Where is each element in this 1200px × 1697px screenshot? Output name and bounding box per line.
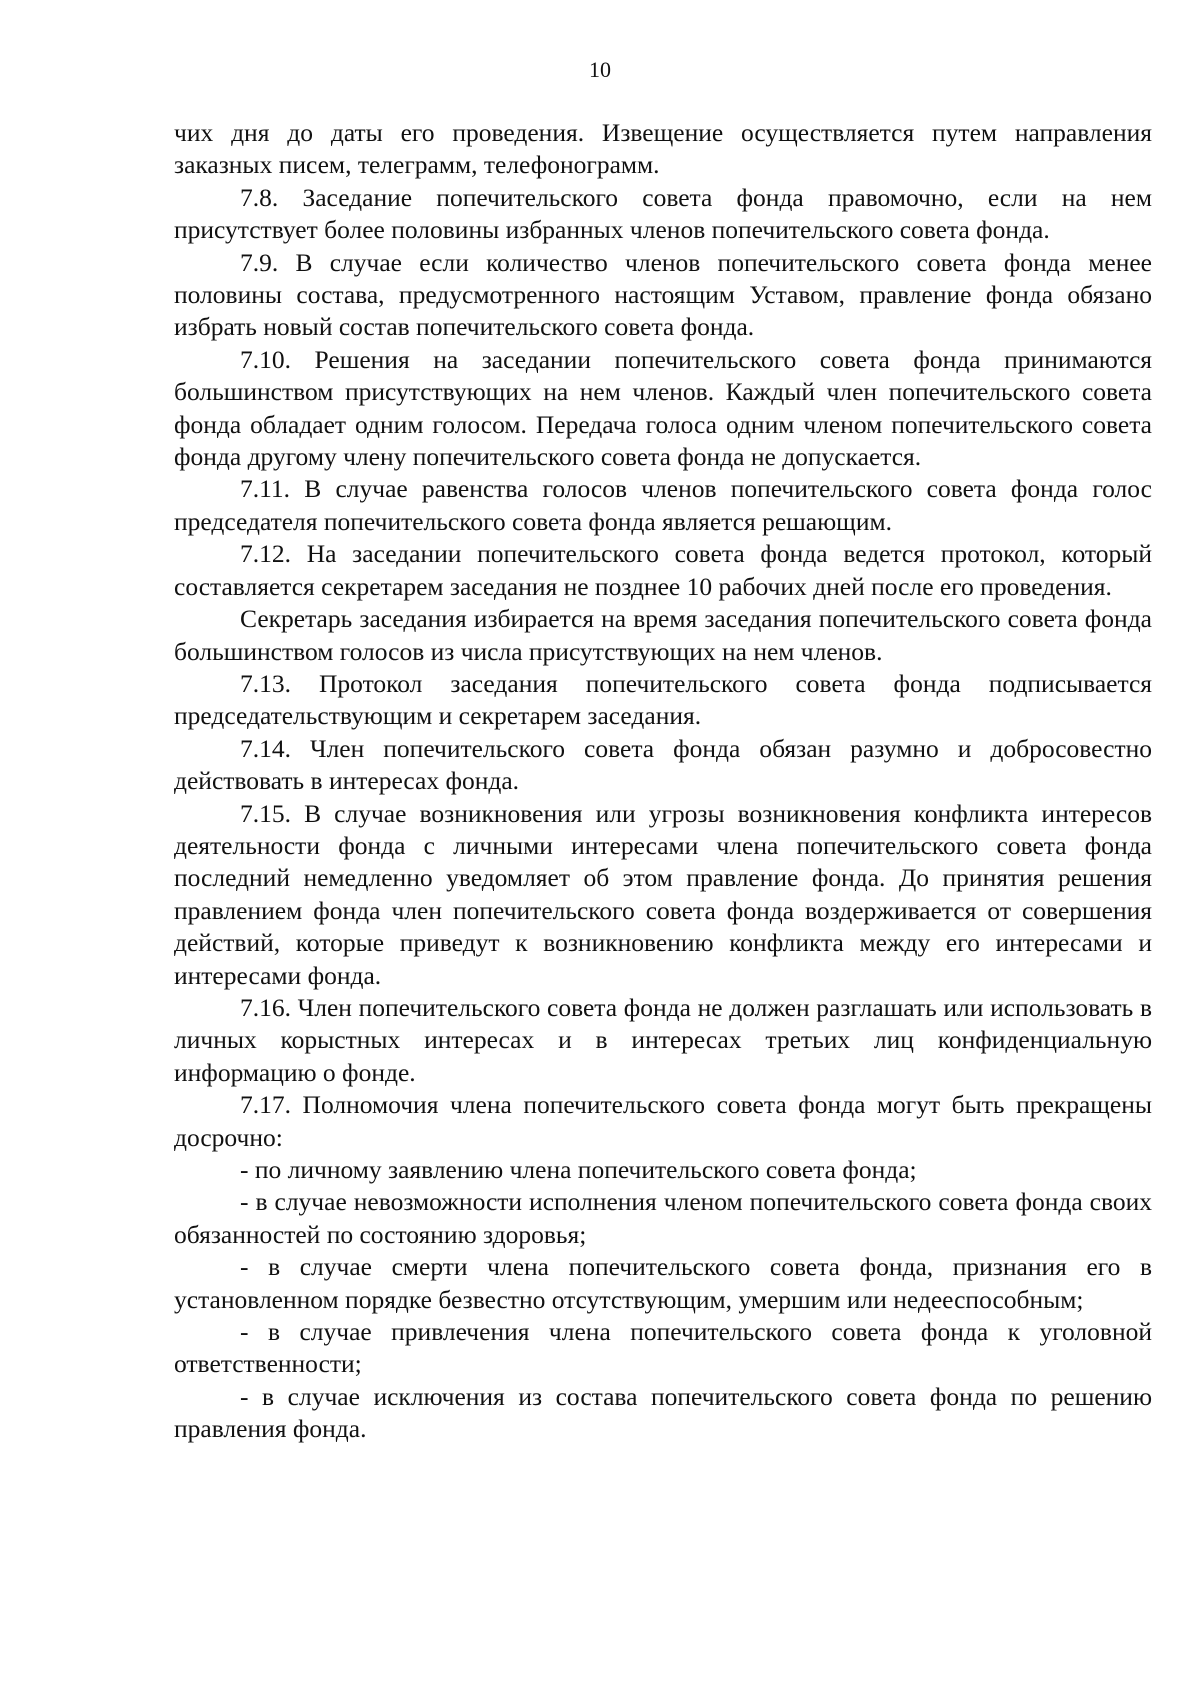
list-item-health: - в случае невозможности исполнения членом попечительского совета фонда своих обязанностей по состоянию здоровья; (174, 1187, 1152, 1249)
paragraph-7-14: 7.14. Член попечительского совета фонда обязан разумно и добросовестно действовать в интересах фонда. (174, 733, 1152, 796)
paragraph-continuation: чих дня до даты его проведения. Извещение осуществляется путем направления заказных писем, телеграмм, телефонограмм. (174, 118, 1152, 180)
paragraph-7-10: 7.10. Решения на заседании попечительского совета фонда принимаются большинством присутствующих на нем членов. Каждый член попечительского совета фонда обладает одним голосом. Передача голоса одним членом попечительского совета фонда другому члену попечительского совета фонда не допускается. (174, 344, 1152, 472)
list-item-exclusion: - в случае исключения из состава попечительского совета фонда по решению правления фонда. (174, 1381, 1152, 1444)
list-item-death-incapacity: - в случае смерти члена попечительского совета фонда, признания его в установленном порядке безвестно отсутствующим, умершим или недееспособным; (174, 1252, 1152, 1314)
paragraph-7-12: 7.12. На заседании попечительского совета фонда ведется протокол, который составляется секретарем заседания не позднее 10 рабочих дней после его проведения. (174, 539, 1152, 601)
paragraph-7-15: 7.15. В случае возникновения или угрозы возникновения конфликта интересов деятельности фонда с личными интересами члена попечительского совета фонда последний немедленно уведомляет об этом правление фонда. До принятия решения правлением фонда член попечительского совета фонда воздерживается от совершения действий, которые приведут к возникновению конфликта между его интересами и интересами фонда. (174, 798, 1152, 990)
page-number: 10 (589, 57, 611, 82)
document-body (174, 117, 1152, 1446)
paragraph-7-11: 7.11. В случае равенства голосов членов попечительского совета фонда голос председателя попечительского совета фонда является решающим. (174, 474, 1152, 536)
paragraph-7-16: 7.16. Член попечительского совета фонда не должен разглашать или использовать в личных корыстных интересах и в интересах третьих лиц конфиденциальную информацию о фонде. (174, 992, 1152, 1087)
list-item-personal-request: - по личному заявлению члена попечительского совета фонда; (240, 1155, 917, 1184)
paragraph-secretary: Секретарь заседания избирается на время заседания попечительского совета фонда большинством голосов из числа присутствующих на нем членов. (174, 604, 1152, 666)
paragraph-7-9: 7.9. В случае если количество членов попечительского совета фонда менее половины состава, предусмотренного настоящим Уставом, правление фонда обязано избрать новый состав попечительского совета фонда. (174, 247, 1152, 342)
paragraph-7-8: 7.8. Заседание попечительского совета фонда правомочно, если на нем присутствует более половины избранных членов попечительского совета фонда. (174, 182, 1152, 245)
list-item-criminal-liability: - в случае привлечения члена попечительского совета фонда к уголовной ответственности; (174, 1317, 1152, 1379)
paragraph-7-13: 7.13. Протокол заседания попечительского совета фонда подписывается председательствующим и секретарем заседания. (174, 668, 1152, 731)
paragraph-7-17: 7.17. Полномочия члена попечительского совета фонда могут быть прекращены досрочно: (174, 1090, 1152, 1152)
